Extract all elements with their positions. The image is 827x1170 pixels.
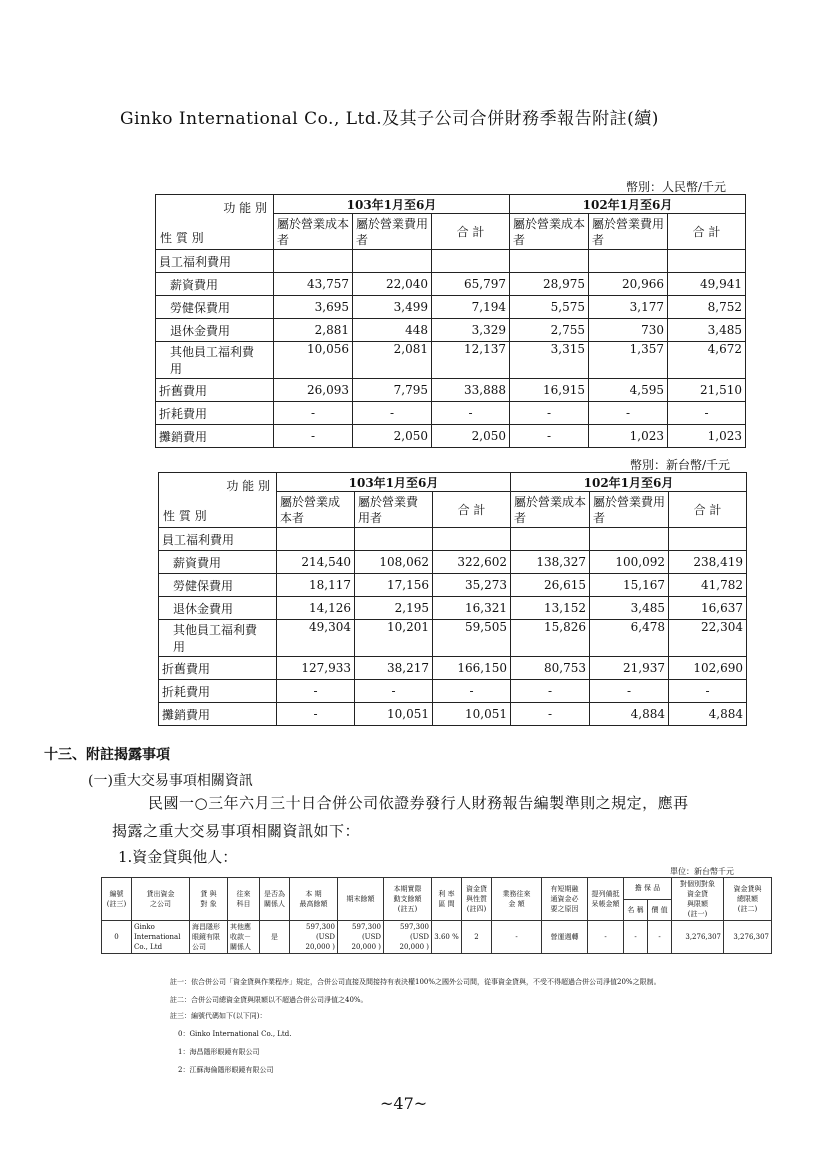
cell-nature: 2 <box>462 921 492 954</box>
nature-label: 性 質 別 <box>163 509 207 523</box>
h-coll-val: 價 值 <box>648 899 672 921</box>
row-value: 38,217 <box>355 657 433 680</box>
cell-lender: Ginko International Co., Ltd <box>132 921 190 954</box>
row-value: 238,419 <box>669 551 747 574</box>
row-value: 41,782 <box>669 574 747 597</box>
row-value: 3,315 <box>510 342 589 379</box>
subsection-heading: (一)重大交易事項相關資訊 <box>88 773 253 789</box>
row-value: 22,304 <box>669 620 747 657</box>
col-exp-a: 屬於營業費用者 <box>355 492 433 528</box>
table-row <box>156 342 746 379</box>
row-value: 108,062 <box>355 551 433 574</box>
table-row <box>156 319 746 342</box>
h-endbal: 期末餘額 <box>338 878 384 921</box>
cell-coll-val: - <box>648 921 672 954</box>
row-value: 26,093 <box>274 379 353 402</box>
h-account: 往來 科目 <box>228 878 260 921</box>
row-value: 22,040 <box>353 273 432 296</box>
row-value: 35,273 <box>433 574 511 597</box>
cell-account: 其他應收款－關係人 <box>228 921 260 954</box>
row-value: - <box>274 402 353 425</box>
row-value: 7,795 <box>353 379 432 402</box>
row-label: 員工福利費用 <box>159 528 277 551</box>
row-value: 3,499 <box>353 296 432 319</box>
row-value <box>669 528 747 551</box>
row-value: - <box>590 680 669 703</box>
row-value: 10,201 <box>355 620 433 657</box>
corner-header <box>159 473 277 528</box>
row-value: 49,941 <box>668 273 746 296</box>
row-value: 138,327 <box>511 551 590 574</box>
row-value: 10,051 <box>433 703 511 726</box>
row-value: 49,304 <box>277 620 355 657</box>
row-value: 2,195 <box>355 597 433 620</box>
h-limit-ind: 對個別對象 資金貸 與限額 (註一) <box>672 878 724 921</box>
cell-limit-total: 3,276,307 <box>724 921 772 954</box>
row-value <box>590 528 669 551</box>
row-label: 勞健保費用 <box>159 574 277 597</box>
h-lender: 貸出資金 之公司 <box>132 878 190 921</box>
cell-reason: 營運週轉 <box>542 921 588 954</box>
row-label: 折耗費用 <box>159 680 277 703</box>
row-value: - <box>589 402 668 425</box>
row-value <box>511 528 590 551</box>
note-code-2: 2：江蘇海倫隱形眼鏡有限公司 <box>178 1066 274 1074</box>
row-value: 322,602 <box>433 551 511 574</box>
period-102: 102年1月至6月 <box>511 473 747 492</box>
row-label: 攤銷費用 <box>159 703 277 726</box>
table-row <box>159 574 747 597</box>
cell-limit-ind: 3,276,307 <box>672 921 724 954</box>
table-row <box>156 379 746 402</box>
row-label: 員工福利費用 <box>156 250 274 273</box>
row-value: 102,690 <box>669 657 747 680</box>
row-value <box>510 250 589 273</box>
row-value: - <box>669 680 747 703</box>
col-cost-a: 屬於營業成本者 <box>277 492 355 528</box>
table-row <box>159 703 747 726</box>
note-2: 註二：合併公司總資金貸與限額以不超過合併公司淨值之40%。 <box>170 996 368 1004</box>
row-value: - <box>510 425 589 448</box>
row-label: 攤銷費用 <box>156 425 274 448</box>
row-label: 折舊費用 <box>156 379 274 402</box>
table-row <box>156 425 746 448</box>
row-value: 4,672 <box>668 342 746 379</box>
row-value: 14,126 <box>277 597 355 620</box>
row-value: 127,933 <box>277 657 355 680</box>
row-value: - <box>353 402 432 425</box>
cell-endbal: 597,300 (USD 20,000 ) <box>338 921 384 954</box>
row-value <box>274 250 353 273</box>
row-value: - <box>433 680 511 703</box>
row-value: 3,485 <box>590 597 669 620</box>
cell-borrower: 海昌隱形眼鏡有限公司 <box>190 921 228 954</box>
row-value: 3,329 <box>432 319 510 342</box>
period-103: 103年1月至6月 <box>277 473 511 492</box>
row-value: 21,510 <box>668 379 746 402</box>
row-value: - <box>274 425 353 448</box>
row-value <box>277 528 355 551</box>
table1-unit: 幣別：人民幣/千元 <box>626 180 727 194</box>
h-maxbal: 本 期 最高餘額 <box>290 878 338 921</box>
row-value: - <box>511 703 590 726</box>
row-value: 17,156 <box>355 574 433 597</box>
col-exp-b: 屬於營業費用者 <box>589 214 668 250</box>
row-value: 3,695 <box>274 296 353 319</box>
row-value: 8,752 <box>668 296 746 319</box>
expense-table-twd <box>158 472 747 726</box>
h-limit-total: 資金貸與 總限額 (註二) <box>724 878 772 921</box>
corner-header <box>156 195 274 250</box>
col-total-a: 合 計 <box>432 214 510 250</box>
row-label: 折耗費用 <box>156 402 274 425</box>
row-value: - <box>432 402 510 425</box>
row-value: 4,884 <box>669 703 747 726</box>
row-value: 2,050 <box>432 425 510 448</box>
expense-table-rmb <box>155 194 746 448</box>
row-value: 10,051 <box>355 703 433 726</box>
row-value: 3,177 <box>589 296 668 319</box>
h-reason: 有短期融 通資金必 要之原因 <box>542 878 588 921</box>
row-value <box>355 528 433 551</box>
col-cost-a: 屬於營業成本者 <box>274 214 353 250</box>
row-value <box>433 528 511 551</box>
row-label: 退休金費用 <box>159 597 277 620</box>
item-heading: 1.資金貸與他人： <box>118 848 238 866</box>
cell-allow: - <box>588 921 624 954</box>
table-row <box>159 528 747 551</box>
cell-coll-name: - <box>624 921 648 954</box>
note-code-1: 1：海昌隱形眼鏡有限公司 <box>178 1048 260 1056</box>
row-value: 18,117 <box>277 574 355 597</box>
col-total-b: 合 計 <box>669 492 747 528</box>
row-value: 43,757 <box>274 273 353 296</box>
row-value: 20,966 <box>589 273 668 296</box>
row-value: 33,888 <box>432 379 510 402</box>
row-value <box>353 250 432 273</box>
row-value: 21,937 <box>590 657 669 680</box>
cell-no: 0 <box>102 921 132 954</box>
h-borrower: 貸 與 對 象 <box>190 878 228 921</box>
row-value: 6,478 <box>590 620 669 657</box>
row-value: 28,975 <box>510 273 589 296</box>
h-allow: 提列備抵 呆帳金額 <box>588 878 624 921</box>
h-nature: 資金貸 與性質 (註四) <box>462 878 492 921</box>
row-value: 12,137 <box>432 342 510 379</box>
row-value: 80,753 <box>511 657 590 680</box>
row-value: 10,056 <box>274 342 353 379</box>
row-value: - <box>355 680 433 703</box>
row-value: 2,881 <box>274 319 353 342</box>
paragraph-line1: 民國一○三年六月三十日合併公司依證券發行人財務報告編製準則之規定，應再 <box>148 794 689 812</box>
row-label: 薪資費用 <box>159 551 277 574</box>
h-coll-name: 名 稱 <box>624 899 648 921</box>
row-value <box>668 250 746 273</box>
col-total-a: 合 計 <box>433 492 511 528</box>
cell-rate: 3.60 % <box>432 921 462 954</box>
row-value: 3,485 <box>668 319 746 342</box>
cell-biz: - <box>492 921 542 954</box>
row-value: 730 <box>589 319 668 342</box>
row-value: - <box>277 680 355 703</box>
cell-maxbal: 597,300 (USD 20,000 ) <box>290 921 338 954</box>
table-row <box>159 597 747 620</box>
row-value: - <box>510 402 589 425</box>
table-row <box>102 921 772 954</box>
row-value <box>589 250 668 273</box>
row-value: 59,505 <box>433 620 511 657</box>
cell-related: 是 <box>260 921 290 954</box>
page-number: ~47~ <box>380 1094 428 1113</box>
loan-unit: 單位：新台幣千元 <box>670 867 734 876</box>
h-related: 是否為 關係人 <box>260 878 290 921</box>
row-value: 16,637 <box>669 597 747 620</box>
h-drawn: 本期實際 動支餘額 (註五) <box>384 878 432 921</box>
row-value: 7,194 <box>432 296 510 319</box>
table-row <box>159 620 747 657</box>
row-label: 勞健保費用 <box>156 296 274 319</box>
row-value <box>432 250 510 273</box>
row-value: - <box>668 402 746 425</box>
table-row <box>159 657 747 680</box>
table-row <box>156 296 746 319</box>
row-value: 214,540 <box>277 551 355 574</box>
row-value: 4,595 <box>589 379 668 402</box>
row-value: 5,575 <box>510 296 589 319</box>
row-value: 2,081 <box>353 342 432 379</box>
nature-label: 性 質 別 <box>160 231 204 245</box>
row-value: 16,321 <box>433 597 511 620</box>
note-1: 註一：依合併公司「資金貸與作業程序」規定，合併公司直接及間接持有表決權100%之國外公司間，從事資金貸與，不受不得超過合併公司淨值20%之限制。 <box>170 978 661 986</box>
row-value: 448 <box>353 319 432 342</box>
row-value: 1,023 <box>668 425 746 448</box>
h-collateral: 擔 保 品 <box>624 878 672 900</box>
col-cost-b: 屬於營業成本者 <box>511 492 590 528</box>
row-label: 退休金費用 <box>156 319 274 342</box>
row-value: 26,615 <box>511 574 590 597</box>
table-row <box>159 551 747 574</box>
row-value: 13,152 <box>511 597 590 620</box>
h-rate: 利 率 區 間 <box>432 878 462 921</box>
row-label: 薪資費用 <box>156 273 274 296</box>
row-value: 16,915 <box>510 379 589 402</box>
row-value: - <box>511 680 590 703</box>
loan-table <box>101 877 772 954</box>
row-value: 15,167 <box>590 574 669 597</box>
row-label: 其他員工福利費用 <box>156 342 274 379</box>
row-label: 折舊費用 <box>159 657 277 680</box>
page-title: Ginko International Co., Ltd.及其子公司合併財務季報告附註(續) <box>120 109 659 129</box>
paragraph-line2: 揭露之重大交易事項相關資訊如下： <box>112 822 361 840</box>
note-code-0: 0：Ginko International Co., Ltd. <box>178 1030 292 1038</box>
row-value: 2,755 <box>510 319 589 342</box>
table-row <box>159 680 747 703</box>
col-total-b: 合 計 <box>668 214 746 250</box>
row-value: 15,826 <box>511 620 590 657</box>
row-value: 1,023 <box>589 425 668 448</box>
period-102: 102年1月至6月 <box>510 195 746 214</box>
period-103: 103年1月至6月 <box>274 195 510 214</box>
note-3: 註三：編號代碼如下(以下同)： <box>170 1012 267 1020</box>
row-value: 2,050 <box>353 425 432 448</box>
col-exp-a: 屬於營業費用者 <box>353 214 432 250</box>
row-value: 4,884 <box>590 703 669 726</box>
row-value: 100,092 <box>590 551 669 574</box>
row-value: 166,150 <box>433 657 511 680</box>
row-value: 1,357 <box>589 342 668 379</box>
table-row <box>156 250 746 273</box>
section-heading: 十三、附註揭露事項 <box>44 747 170 763</box>
cell-drawn: 597,300 (USD 20,000 ) <box>384 921 432 954</box>
row-label: 其他員工福利費用 <box>159 620 277 657</box>
table-row <box>156 402 746 425</box>
h-no: 編號 (註三) <box>102 878 132 921</box>
table-row <box>156 273 746 296</box>
row-value: 65,797 <box>432 273 510 296</box>
func-label: 功 能 別 <box>223 201 267 215</box>
func-label: 功 能 別 <box>226 479 270 493</box>
col-cost-b: 屬於營業成本者 <box>510 214 589 250</box>
col-exp-b: 屬於營業費用者 <box>590 492 669 528</box>
h-biz: 業務往來 金 額 <box>492 878 542 921</box>
row-value: - <box>277 703 355 726</box>
table2-unit: 幣別：新台幣/千元 <box>630 458 731 472</box>
